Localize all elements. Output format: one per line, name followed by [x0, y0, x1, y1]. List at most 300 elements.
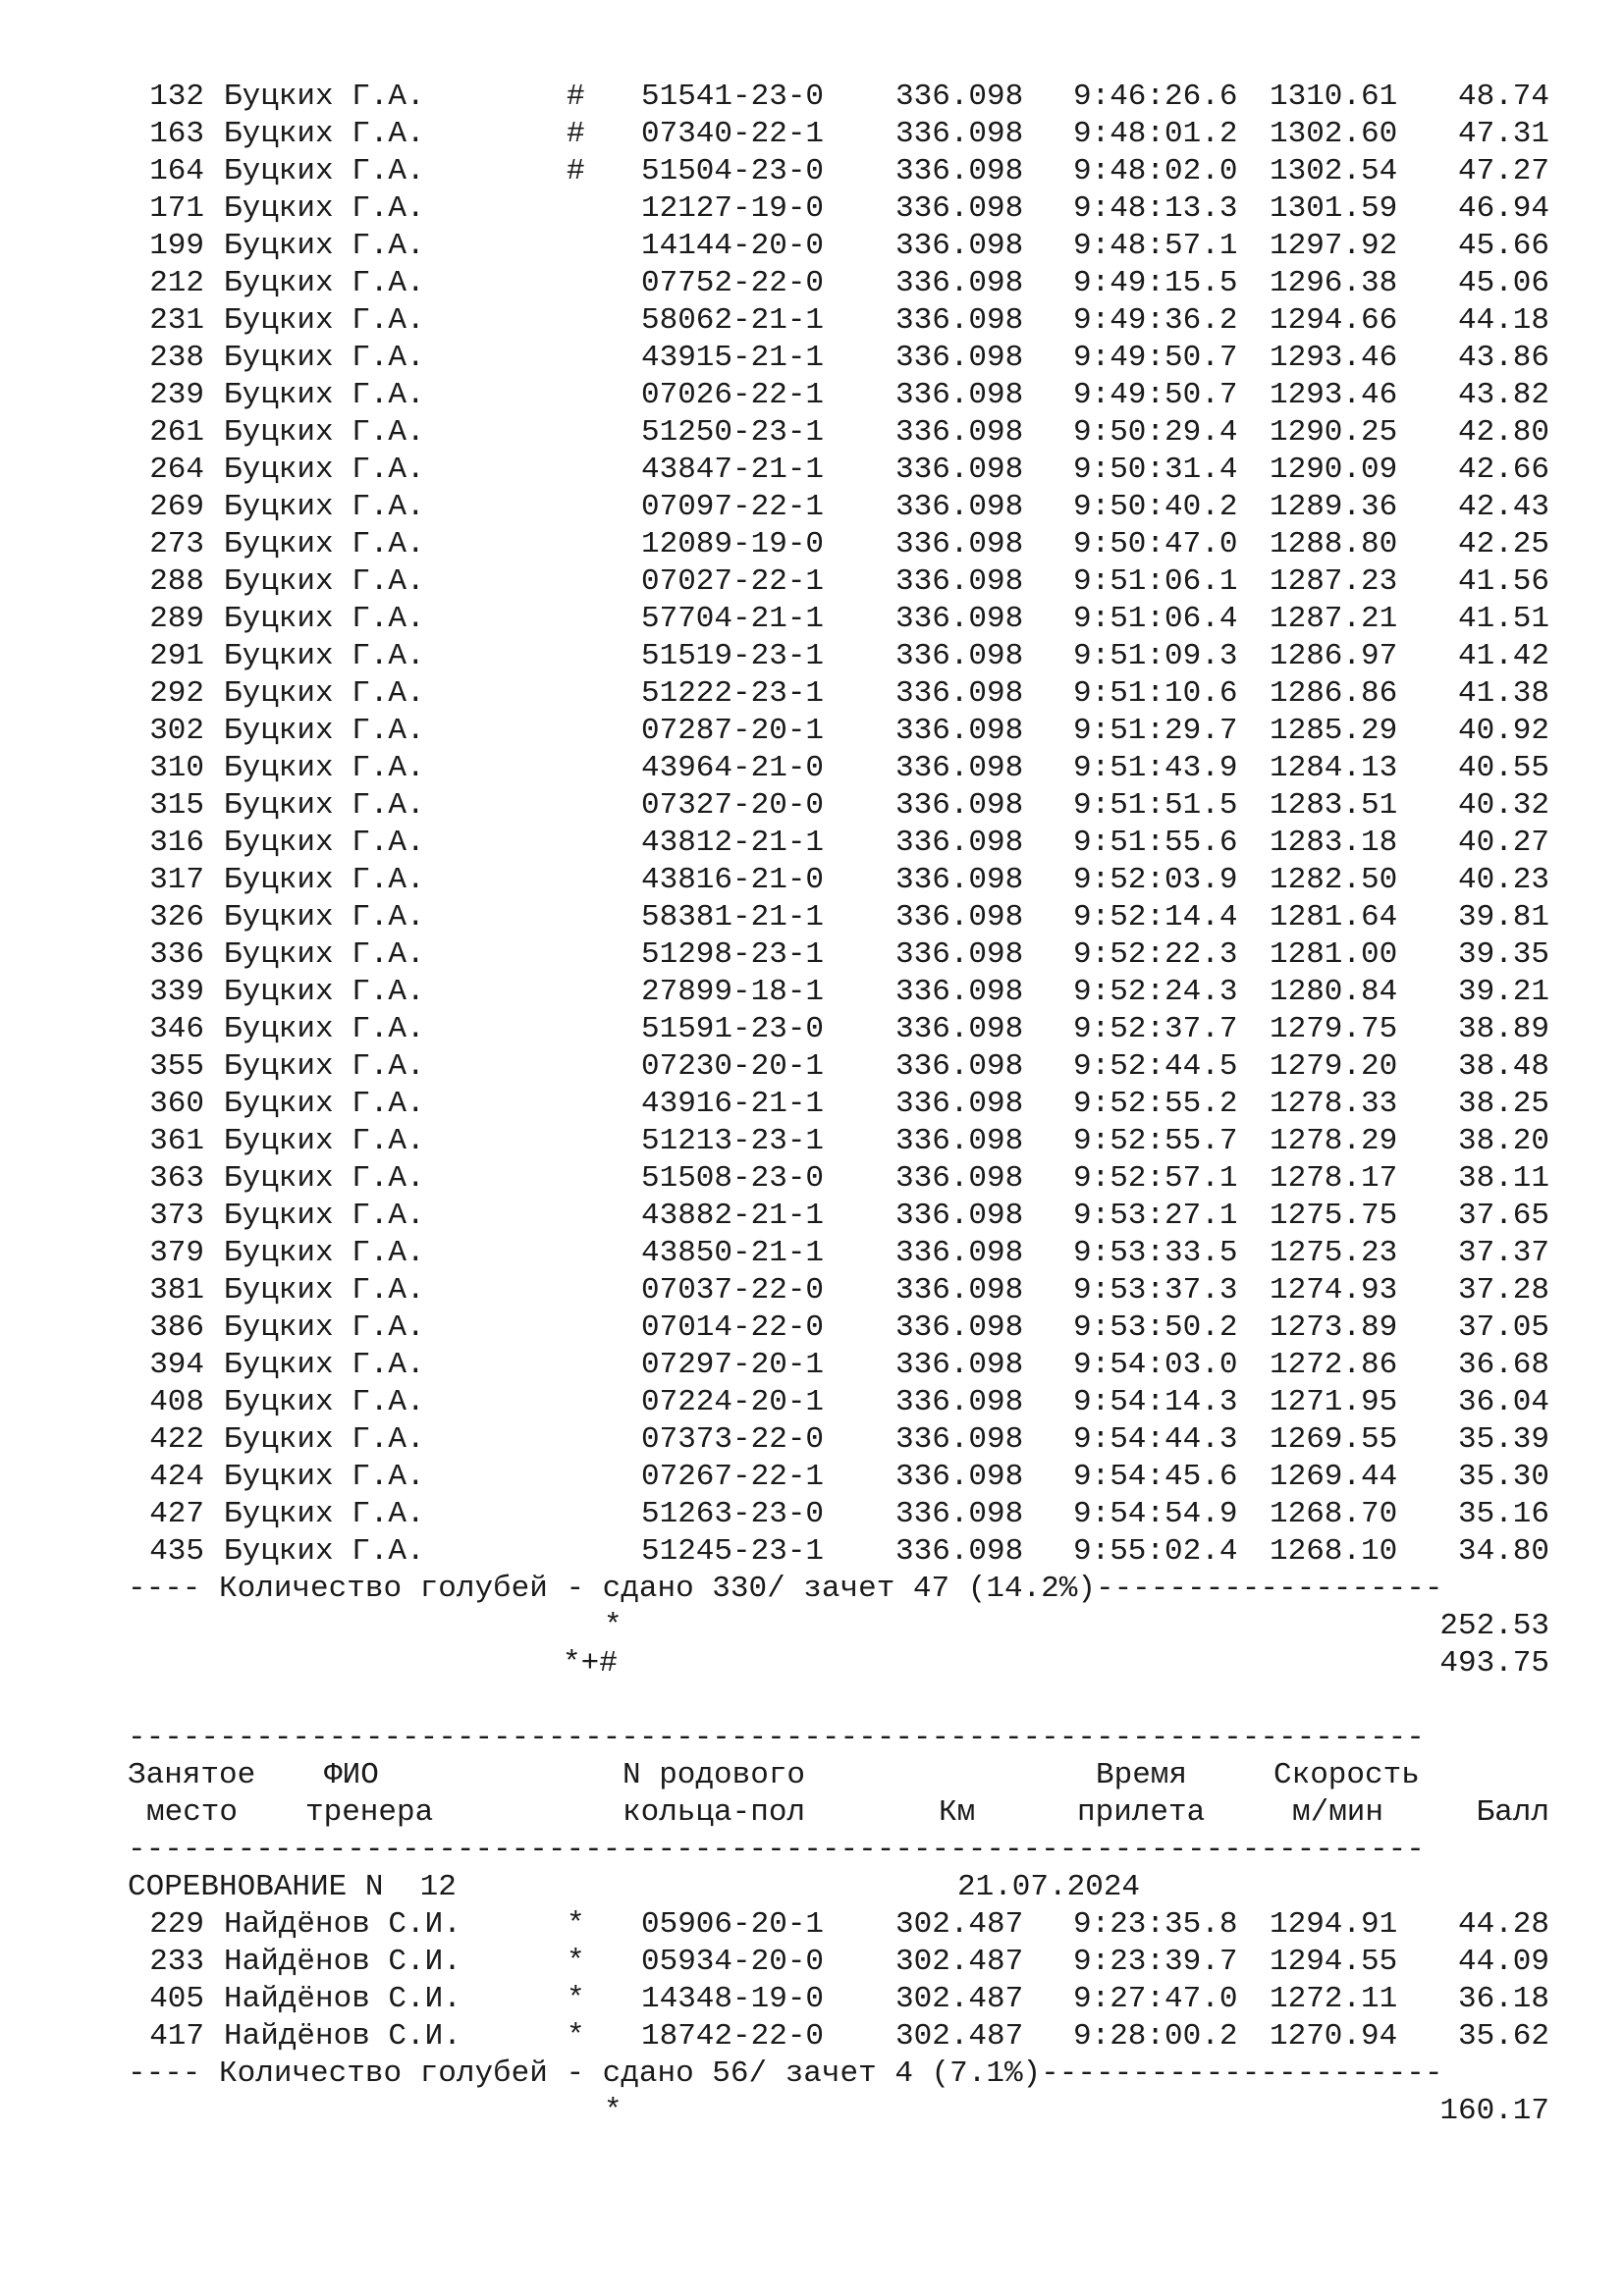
cell-km: 336.098 [895, 639, 1024, 673]
cell-ring: 57704-21-1 [641, 602, 825, 636]
table-row [0, 713, 1624, 750]
cell-ring: 07027-22-1 [641, 564, 825, 599]
cell-time: 9:46:26.6 [1073, 80, 1238, 114]
cell-name: Буцких Г.А. [224, 527, 425, 561]
total-line-1a [0, 1608, 1624, 1645]
cell-points: 35.62 [1457, 2019, 1549, 2054]
cell-time: 9:52:37.7 [1073, 1012, 1238, 1046]
cell-points: 34.80 [1457, 1534, 1549, 1569]
cell-name: Буцких Г.А. [224, 191, 425, 226]
cell-place: 310 [149, 751, 204, 785]
table-row [0, 1496, 1624, 1533]
cell-time: 9:52:57.1 [1073, 1161, 1238, 1196]
table-row [0, 1533, 1624, 1571]
cell-speed: 1268.70 [1270, 1497, 1398, 1531]
cell-mark: * [567, 1982, 585, 2016]
cell-ring: 14348-19-0 [641, 1982, 825, 2016]
cell-ring: 07230-20-1 [641, 1049, 825, 1084]
cell-km: 336.098 [895, 80, 1024, 114]
cell-km: 336.098 [895, 1310, 1024, 1345]
cell-place: 315 [149, 788, 204, 823]
cell-ring: 14144-20-0 [641, 229, 825, 263]
table-row [0, 1459, 1624, 1496]
cell-name: Найдёнов С.И. [224, 2019, 461, 2054]
cell-time: 9:54:14.3 [1073, 1385, 1238, 1419]
cell-ring: 18742-22-0 [641, 2019, 825, 2054]
total-value: 493.75 [1439, 1646, 1549, 1681]
cell-points: 38.25 [1457, 1087, 1549, 1121]
cell-speed: 1289.36 [1270, 490, 1398, 524]
cell-speed: 1286.97 [1270, 639, 1398, 673]
cell-time: 9:51:06.1 [1073, 564, 1238, 599]
cell-points: 36.04 [1457, 1385, 1549, 1419]
cell-name: Буцких Г.А. [224, 1460, 425, 1494]
cell-km: 336.098 [895, 863, 1024, 897]
cell-points: 38.48 [1457, 1049, 1549, 1084]
cell-points: 37.65 [1457, 1199, 1549, 1233]
col-time-header: Время [1096, 1758, 1188, 1792]
cell-ring: 58381-21-1 [641, 900, 825, 934]
cell-km: 336.098 [895, 1534, 1024, 1569]
cell-ring: 43964-21-0 [641, 751, 825, 785]
table-row [0, 153, 1624, 190]
cell-name: Буцких Г.А. [224, 1497, 425, 1531]
cell-km: 336.098 [895, 1236, 1024, 1270]
cell-points: 35.16 [1457, 1497, 1549, 1531]
cell-ring: 51541-23-0 [641, 80, 825, 114]
cell-time: 9:27:47.0 [1073, 1982, 1238, 2016]
cell-name: Буцких Г.А. [224, 826, 425, 860]
table-row [0, 452, 1624, 489]
col-name-header-2: тренера [305, 1795, 434, 1830]
table-row [0, 1272, 1624, 1309]
cell-place: 355 [149, 1049, 204, 1084]
table-row [0, 228, 1624, 265]
table-row [0, 1944, 1624, 1981]
table-row [0, 862, 1624, 899]
cell-speed: 1288.80 [1270, 527, 1398, 561]
cell-time: 9:55:02.4 [1073, 1534, 1238, 1569]
cell-name: Буцких Г.А. [224, 1049, 425, 1084]
cell-time: 9:52:44.5 [1073, 1049, 1238, 1084]
cell-speed: 1282.50 [1270, 863, 1398, 897]
cell-points: 48.74 [1457, 80, 1549, 114]
cell-speed: 1281.00 [1270, 937, 1398, 972]
cell-points: 40.32 [1457, 788, 1549, 823]
cell-points: 45.66 [1457, 229, 1549, 263]
cell-time: 9:52:55.2 [1073, 1087, 1238, 1121]
cell-place: 239 [149, 378, 204, 412]
cell-points: 44.18 [1457, 303, 1549, 338]
cell-points: 40.27 [1457, 826, 1549, 860]
cell-mark: # [567, 154, 585, 188]
cell-km: 336.098 [895, 266, 1024, 300]
cell-place: 336 [149, 937, 204, 972]
cell-time: 9:54:03.0 [1073, 1348, 1238, 1382]
cell-ring: 43916-21-1 [641, 1087, 825, 1121]
cell-time: 9:28:00.2 [1073, 2019, 1238, 2054]
cell-name: Буцких Г.А. [224, 1236, 425, 1270]
competition-date: 21.07.2024 [957, 1870, 1141, 1904]
cell-points: 35.39 [1457, 1422, 1549, 1457]
cell-place: 212 [149, 266, 204, 300]
cell-name: Буцких Г.А. [224, 975, 425, 1009]
cell-place: 427 [149, 1497, 204, 1531]
table-row [0, 787, 1624, 825]
cell-place: 199 [149, 229, 204, 263]
table-row [0, 265, 1624, 302]
cell-name: Буцких Г.А. [224, 378, 425, 412]
cell-points: 41.42 [1457, 639, 1549, 673]
cell-place: 264 [149, 453, 204, 487]
cell-speed: 1278.33 [1270, 1087, 1398, 1121]
table-row [0, 1421, 1624, 1459]
cell-place: 238 [149, 341, 204, 375]
cell-km: 336.098 [895, 154, 1024, 188]
table-row [0, 1011, 1624, 1048]
summary-text: ---- Количество голубей - сдано 56/ зачет 4 (7.1%)---------------------- [128, 2056, 1443, 2091]
col-speed-header: Скорость [1273, 1758, 1420, 1792]
cell-km: 336.098 [895, 676, 1024, 711]
cell-km: 336.098 [895, 490, 1024, 524]
header-rule-bottom [0, 1832, 1624, 1869]
cell-speed: 1281.64 [1270, 900, 1398, 934]
cell-ring: 05934-20-0 [641, 1945, 825, 1979]
cell-name: Найдёнов С.И. [224, 1907, 461, 1942]
cell-time: 9:52:55.7 [1073, 1124, 1238, 1158]
table-row [0, 750, 1624, 787]
cell-time: 9:51:06.4 [1073, 602, 1238, 636]
cell-time: 9:51:55.6 [1073, 826, 1238, 860]
cell-ring: 58062-21-1 [641, 303, 825, 338]
cell-mark: * [567, 1907, 585, 1942]
col-points-header: Балл [1476, 1795, 1549, 1830]
cell-name: Буцких Г.А. [224, 453, 425, 487]
cell-place: 164 [149, 154, 204, 188]
cell-km: 336.098 [895, 191, 1024, 226]
col-ring-header: N родового [623, 1758, 806, 1792]
cell-km: 336.098 [895, 788, 1024, 823]
cell-ring: 51591-23-0 [641, 1012, 825, 1046]
cell-ring: 07014-22-0 [641, 1310, 825, 1345]
total-mark: * [604, 2094, 623, 2128]
table-row [0, 1347, 1624, 1384]
col-time-header-2: прилета [1077, 1795, 1206, 1830]
cell-name: Буцких Г.А. [224, 80, 425, 114]
table-row [0, 936, 1624, 974]
cell-time: 9:50:47.0 [1073, 527, 1238, 561]
table-row [0, 489, 1624, 526]
cell-time: 9:53:37.3 [1073, 1273, 1238, 1308]
table-row [0, 414, 1624, 452]
summary-text: ---- Количество голубей - сдано 330/ зачет 47 (14.2%)------------------- [128, 1572, 1443, 1606]
rule: ----------------------------------------------------------------------- [128, 1721, 1425, 1755]
cell-place: 289 [149, 602, 204, 636]
cell-name: Буцких Г.А. [224, 303, 425, 338]
cell-name: Буцких Г.А. [224, 863, 425, 897]
cell-place: 424 [149, 1460, 204, 1494]
cell-km: 336.098 [895, 527, 1024, 561]
cell-points: 38.20 [1457, 1124, 1549, 1158]
cell-speed: 1272.11 [1270, 1982, 1398, 2016]
table-row [0, 1384, 1624, 1421]
cell-km: 336.098 [895, 564, 1024, 599]
cell-place: 373 [149, 1199, 204, 1233]
cell-time: 9:53:33.5 [1073, 1236, 1238, 1270]
cell-points: 42.66 [1457, 453, 1549, 487]
cell-points: 42.80 [1457, 415, 1549, 450]
cell-mark: * [567, 1945, 585, 1979]
col-ring-header-2: кольца-пол [623, 1795, 806, 1830]
cell-time: 9:49:50.7 [1073, 341, 1238, 375]
cell-speed: 1271.95 [1270, 1385, 1398, 1419]
cell-points: 41.56 [1457, 564, 1549, 599]
cell-name: Буцких Г.А. [224, 1199, 425, 1233]
cell-points: 44.28 [1457, 1907, 1549, 1942]
cell-km: 336.098 [895, 602, 1024, 636]
cell-speed: 1283.51 [1270, 788, 1398, 823]
cell-place: 339 [149, 975, 204, 1009]
cell-mark: # [567, 80, 585, 114]
total-mark: *+# [563, 1646, 618, 1681]
cell-speed: 1293.46 [1270, 341, 1398, 375]
cell-place: 326 [149, 900, 204, 934]
table-row [0, 1235, 1624, 1272]
total-line-1b [0, 1645, 1624, 1682]
cell-speed: 1296.38 [1270, 266, 1398, 300]
cell-time: 9:48:57.1 [1073, 229, 1238, 263]
cell-ring: 07752-22-0 [641, 266, 825, 300]
cell-km: 336.098 [895, 303, 1024, 338]
cell-km: 336.098 [895, 975, 1024, 1009]
cell-ring: 43812-21-1 [641, 826, 825, 860]
cell-speed: 1284.13 [1270, 751, 1398, 785]
header-row-2 [0, 1794, 1624, 1832]
cell-name: Буцких Г.А. [224, 1012, 425, 1046]
cell-km: 336.098 [895, 378, 1024, 412]
cell-speed: 1268.10 [1270, 1534, 1398, 1569]
cell-km: 336.098 [895, 415, 1024, 450]
cell-place: 261 [149, 415, 204, 450]
header-rule-top [0, 1720, 1624, 1757]
cell-km: 336.098 [895, 1199, 1024, 1233]
cell-ring: 51504-23-0 [641, 154, 825, 188]
cell-points: 37.28 [1457, 1273, 1549, 1308]
cell-place: 302 [149, 714, 204, 748]
table-row [0, 116, 1624, 153]
cell-place: 317 [149, 863, 204, 897]
table-row [0, 1048, 1624, 1086]
cell-name: Буцких Г.А. [224, 937, 425, 972]
cell-name: Буцких Г.А. [224, 415, 425, 450]
cell-ring: 43850-21-1 [641, 1236, 825, 1270]
cell-place: 229 [149, 1907, 204, 1942]
cell-speed: 1273.89 [1270, 1310, 1398, 1345]
cell-speed: 1302.60 [1270, 117, 1398, 151]
table-row [0, 302, 1624, 340]
cell-time: 9:52:03.9 [1073, 863, 1238, 897]
cell-time: 9:49:15.5 [1073, 266, 1238, 300]
cell-time: 9:51:29.7 [1073, 714, 1238, 748]
cell-speed: 1294.55 [1270, 1945, 1398, 1979]
cell-ring: 07287-20-1 [641, 714, 825, 748]
summary-line-1 [0, 1571, 1624, 1608]
cell-km: 336.098 [895, 341, 1024, 375]
cell-mark: * [567, 2019, 585, 2054]
table-row [0, 526, 1624, 563]
cell-ring: 07037-22-0 [641, 1273, 825, 1308]
summary-line-2 [0, 2056, 1624, 2093]
cell-name: Буцких Г.А. [224, 1310, 425, 1345]
cell-name: Буцких Г.А. [224, 1124, 425, 1158]
header-row-1 [0, 1757, 1624, 1794]
cell-ring: 51298-23-1 [641, 937, 825, 972]
cell-ring: 51245-23-1 [641, 1534, 825, 1569]
cell-name: Буцких Г.А. [224, 1534, 425, 1569]
cell-name: Буцких Г.А. [224, 490, 425, 524]
cell-ring: 51519-23-1 [641, 639, 825, 673]
cell-km: 336.098 [895, 1348, 1024, 1382]
col-place-header-2: место [146, 1795, 239, 1830]
table-row [0, 1309, 1624, 1347]
cell-name: Буцких Г.А. [224, 1422, 425, 1457]
cell-speed: 1297.92 [1270, 229, 1398, 263]
cell-speed: 1275.75 [1270, 1199, 1398, 1233]
table-row [0, 190, 1624, 228]
cell-time: 9:53:27.1 [1073, 1199, 1238, 1233]
cell-name: Буцких Г.А. [224, 266, 425, 300]
cell-time: 9:49:50.7 [1073, 378, 1238, 412]
cell-km: 336.098 [895, 751, 1024, 785]
cell-ring: 51222-23-1 [641, 676, 825, 711]
cell-time: 9:54:44.3 [1073, 1422, 1238, 1457]
table-row [0, 377, 1624, 414]
table-row [0, 2018, 1624, 2056]
cell-place: 422 [149, 1422, 204, 1457]
cell-km: 336.098 [895, 1385, 1024, 1419]
cell-speed: 1270.94 [1270, 2019, 1398, 2054]
col-name-header: ФИО [324, 1758, 379, 1792]
cell-ring: 43915-21-1 [641, 341, 825, 375]
cell-points: 47.31 [1457, 117, 1549, 151]
cell-place: 273 [149, 527, 204, 561]
cell-ring: 07267-22-1 [641, 1460, 825, 1494]
cell-time: 9:23:35.8 [1073, 1907, 1238, 1942]
cell-name: Буцких Г.А. [224, 1348, 425, 1382]
cell-place: 405 [149, 1982, 204, 2016]
cell-ring: 51250-23-1 [641, 415, 825, 450]
cell-time: 9:51:43.9 [1073, 751, 1238, 785]
cell-km: 302.487 [895, 1945, 1024, 1979]
cell-time: 9:50:40.2 [1073, 490, 1238, 524]
cell-speed: 1290.09 [1270, 453, 1398, 487]
cell-speed: 1279.75 [1270, 1012, 1398, 1046]
cell-place: 163 [149, 117, 204, 151]
cell-name: Буцких Г.А. [224, 900, 425, 934]
table-row [0, 1160, 1624, 1198]
cell-ring: 07297-20-1 [641, 1348, 825, 1382]
table-row [0, 601, 1624, 638]
cell-points: 38.89 [1457, 1012, 1549, 1046]
cell-name: Буцких Г.А. [224, 154, 425, 188]
cell-speed: 1272.86 [1270, 1348, 1398, 1382]
cell-points: 42.43 [1457, 490, 1549, 524]
cell-points: 36.68 [1457, 1348, 1549, 1382]
cell-points: 40.55 [1457, 751, 1549, 785]
cell-place: 417 [149, 2019, 204, 2054]
total-mark: * [604, 1609, 623, 1643]
cell-km: 336.098 [895, 1422, 1024, 1457]
cell-name: Буцких Г.А. [224, 714, 425, 748]
cell-time: 9:23:39.7 [1073, 1945, 1238, 1979]
cell-points: 42.25 [1457, 527, 1549, 561]
cell-ring: 05906-20-1 [641, 1907, 825, 1942]
cell-km: 336.098 [895, 937, 1024, 972]
cell-km: 336.098 [895, 714, 1024, 748]
cell-place: 171 [149, 191, 204, 226]
table-row [0, 563, 1624, 601]
cell-speed: 1279.20 [1270, 1049, 1398, 1084]
total-value: 160.17 [1439, 2094, 1549, 2128]
cell-speed: 1280.84 [1270, 975, 1398, 1009]
cell-points: 43.86 [1457, 341, 1549, 375]
cell-place: 288 [149, 564, 204, 599]
cell-name: Буцких Г.А. [224, 639, 425, 673]
cell-km: 302.487 [895, 1982, 1024, 2016]
cell-time: 9:51:10.6 [1073, 676, 1238, 711]
cell-ring: 51213-23-1 [641, 1124, 825, 1158]
cell-points: 36.18 [1457, 1982, 1549, 2016]
cell-time: 9:52:24.3 [1073, 975, 1238, 1009]
cell-name: Буцких Г.А. [224, 117, 425, 151]
cell-mark: # [567, 117, 585, 151]
competition-title: СОРЕВНОВАНИЕ N 12 [128, 1870, 457, 1904]
cell-place: 292 [149, 676, 204, 711]
table-row [0, 1123, 1624, 1160]
cell-km: 336.098 [895, 826, 1024, 860]
cell-km: 336.098 [895, 1497, 1024, 1531]
cell-points: 40.23 [1457, 863, 1549, 897]
competition-title-line [0, 1869, 1624, 1906]
cell-points: 39.81 [1457, 900, 1549, 934]
table-row [0, 675, 1624, 713]
cell-time: 9:54:45.6 [1073, 1460, 1238, 1494]
cell-speed: 1274.93 [1270, 1273, 1398, 1308]
col-speed-header-2: м/мин [1292, 1795, 1384, 1830]
cell-name: Буцких Г.А. [224, 602, 425, 636]
cell-km: 336.098 [895, 1049, 1024, 1084]
cell-name: Найдёнов С.И. [224, 1982, 461, 2016]
cell-speed: 1294.66 [1270, 303, 1398, 338]
cell-name: Буцких Г.А. [224, 676, 425, 711]
cell-points: 37.05 [1457, 1310, 1549, 1345]
cell-km: 336.098 [895, 1161, 1024, 1196]
cell-km: 336.098 [895, 1460, 1024, 1494]
cell-points: 46.94 [1457, 191, 1549, 226]
cell-ring: 07327-20-0 [641, 788, 825, 823]
cell-place: 291 [149, 639, 204, 673]
cell-ring: 07097-22-1 [641, 490, 825, 524]
cell-points: 39.21 [1457, 975, 1549, 1009]
cell-points: 44.09 [1457, 1945, 1549, 1979]
total-line-2 [0, 2093, 1624, 2130]
cell-speed: 1294.91 [1270, 1907, 1398, 1942]
cell-place: 269 [149, 490, 204, 524]
table-row [0, 340, 1624, 377]
cell-time: 9:50:31.4 [1073, 453, 1238, 487]
cell-points: 43.82 [1457, 378, 1549, 412]
cell-place: 379 [149, 1236, 204, 1270]
